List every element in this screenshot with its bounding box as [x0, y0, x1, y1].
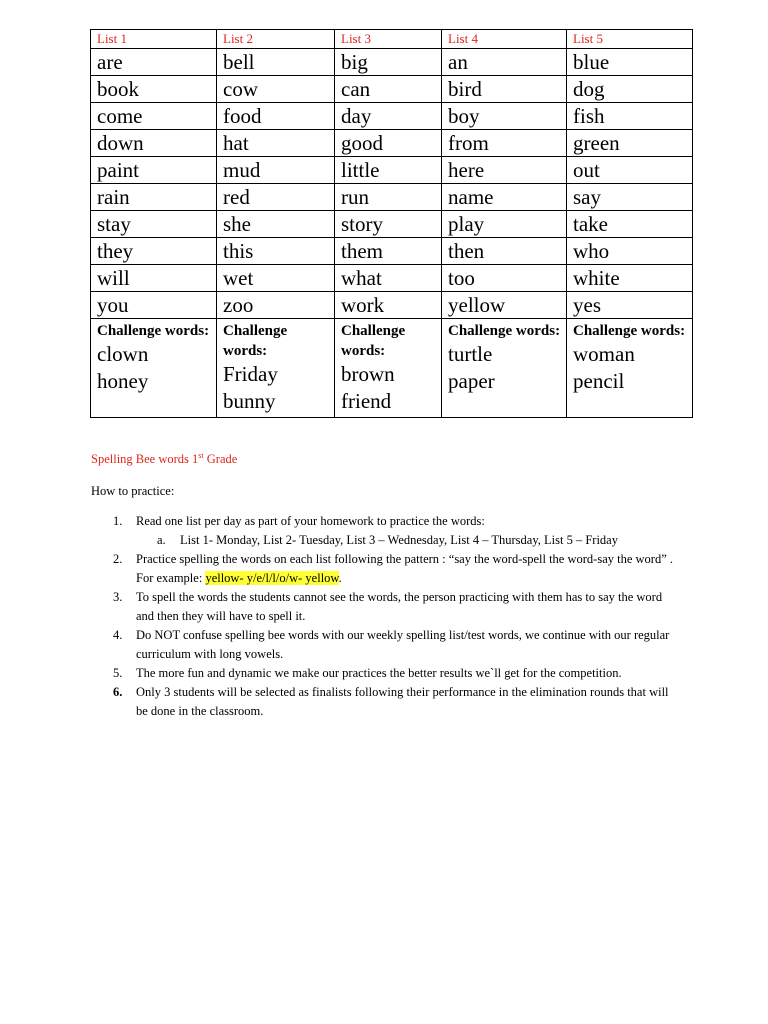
challenge-label: Challenge words:: [341, 323, 406, 359]
example-highlight: yellow- y/e/l/l/o/w- yellow: [205, 571, 339, 585]
word-cell: good: [335, 130, 442, 157]
step-number: 5.: [113, 666, 123, 680]
word-cell: run: [335, 184, 442, 211]
challenge-cell: [567, 319, 693, 418]
table-row: [91, 76, 693, 103]
table-row: [91, 211, 693, 238]
step-number: 6.: [113, 685, 123, 699]
word-cell: they: [91, 238, 217, 265]
word-cell: will: [91, 265, 217, 292]
challenge-cell: [442, 319, 567, 418]
word-cell: fish: [567, 103, 693, 130]
challenge-word: paper: [448, 369, 495, 393]
table-row: [91, 292, 693, 319]
table-row: [91, 184, 693, 211]
challenge-cell: [335, 319, 442, 418]
word-cell: story: [335, 211, 442, 238]
word-cell: mud: [217, 157, 335, 184]
how-to-heading: How to practice:: [91, 484, 175, 498]
word-cell: boy: [442, 103, 567, 130]
word-cell: this: [217, 238, 335, 265]
step-item: [91, 683, 681, 721]
list-header: List 1: [91, 30, 217, 49]
challenge-word: friend: [341, 389, 392, 413]
step-text: Read one list per day as part of your homework to practice the words:: [136, 514, 485, 528]
step-item: [91, 512, 681, 531]
word-cell: take: [567, 211, 693, 238]
word-cell: what: [335, 265, 442, 292]
step-number: 4.: [113, 628, 123, 642]
word-cell: red: [217, 184, 335, 211]
word-cell: yellow: [442, 292, 567, 319]
word-cell: an: [442, 49, 567, 76]
challenge-label: Challenge words:: [97, 323, 210, 339]
word-cell: from: [442, 130, 567, 157]
step-text: The more fun and dynamic we make our practices the better results we`ll get for the competition.: [136, 666, 622, 680]
challenge-word: pencil: [573, 369, 625, 393]
step-item: [91, 588, 681, 626]
step-item: [91, 550, 681, 588]
word-cell: big: [335, 49, 442, 76]
word-cell: rain: [91, 184, 217, 211]
table-row: [91, 238, 693, 265]
list-header: List 2: [217, 30, 335, 49]
table-row: [91, 157, 693, 184]
step-text: Practice spelling the words on each list following the pattern : “say the word-spell the word-say the word” . For example:: [136, 552, 674, 585]
practice-steps-list: [91, 512, 681, 721]
table-row: [91, 103, 693, 130]
word-cell: blue: [567, 49, 693, 76]
challenge-word: turtle: [448, 342, 493, 366]
title-rest: Grade: [203, 452, 238, 466]
word-cell: bird: [442, 76, 567, 103]
word-cell: green: [567, 130, 693, 157]
word-cell: hat: [217, 130, 335, 157]
step-number: 2.: [113, 552, 123, 566]
word-cell: book: [91, 76, 217, 103]
word-cell: day: [335, 103, 442, 130]
word-cell: paint: [91, 157, 217, 184]
challenge-word: honey: [97, 369, 149, 393]
step-text-end: .: [338, 571, 342, 585]
step-item: [91, 626, 681, 664]
word-cell: who: [567, 238, 693, 265]
word-cell: dog: [567, 76, 693, 103]
word-cell: stay: [91, 211, 217, 238]
word-cell: are: [91, 49, 217, 76]
challenge-word: Friday: [223, 362, 278, 386]
step-number: 1.: [113, 514, 123, 528]
word-cell: them: [335, 238, 442, 265]
substep-item: [91, 531, 681, 550]
table-row: [91, 265, 693, 292]
list-header: List 4: [442, 30, 567, 49]
word-cell: name: [442, 184, 567, 211]
word-cell: white: [567, 265, 693, 292]
word-cell: down: [91, 130, 217, 157]
word-cell: you: [91, 292, 217, 319]
word-cell: here: [442, 157, 567, 184]
substep-letter: a.: [157, 533, 166, 547]
challenge-label: Challenge words:: [448, 323, 561, 339]
spelling-word-table: [90, 29, 693, 418]
challenge-word: woman: [573, 342, 635, 366]
step-text: To spell the words the students cannot see the words, the person practicing with them has to say the word and then they will have to spell it.: [136, 590, 663, 623]
challenge-word: clown: [97, 342, 149, 366]
word-cell: little: [335, 157, 442, 184]
step-text: Do NOT confuse spelling bee words with our weekly spelling list/test words, we continue with our regular curriculum with long vowels.: [136, 628, 670, 661]
challenge-label: Challenge words:: [223, 323, 288, 359]
challenge-label: Challenge words:: [573, 323, 686, 339]
word-cell: wet: [217, 265, 335, 292]
word-cell: out: [567, 157, 693, 184]
word-cell: yes: [567, 292, 693, 319]
challenge-word: bunny: [223, 389, 276, 413]
challenge-cell: [217, 319, 335, 418]
word-cell: bell: [217, 49, 335, 76]
word-cell: can: [335, 76, 442, 103]
step-number: 3.: [113, 590, 123, 604]
word-cell: then: [442, 238, 567, 265]
list-header: List 3: [335, 30, 442, 49]
challenge-word: brown: [341, 362, 395, 386]
title-superscript: st: [198, 450, 204, 460]
word-cell: she: [217, 211, 335, 238]
word-cell: come: [91, 103, 217, 130]
table-row: [91, 49, 693, 76]
word-cell: work: [335, 292, 442, 319]
word-cell: zoo: [217, 292, 335, 319]
title-text: Spelling Bee words 1: [91, 452, 199, 466]
word-cell: play: [442, 211, 567, 238]
list-header: List 5: [567, 30, 693, 49]
word-cell: say: [567, 184, 693, 211]
document-title: [91, 450, 237, 469]
word-cell: food: [217, 103, 335, 130]
word-cell: cow: [217, 76, 335, 103]
table-header-row: [91, 30, 693, 49]
challenge-row: [91, 319, 693, 418]
word-cell: too: [442, 265, 567, 292]
table-row: [91, 130, 693, 157]
step-item: [91, 664, 681, 683]
substep-text: List 1- Monday, List 2- Tuesday, List 3 – Wednesday, List 4 – Thursday, List 5 – Friday: [180, 533, 618, 547]
challenge-cell: [91, 319, 217, 418]
step-text: Only 3 students will be selected as finalists following their performance in the elimination rounds that will be done in the classroom.: [136, 685, 669, 718]
